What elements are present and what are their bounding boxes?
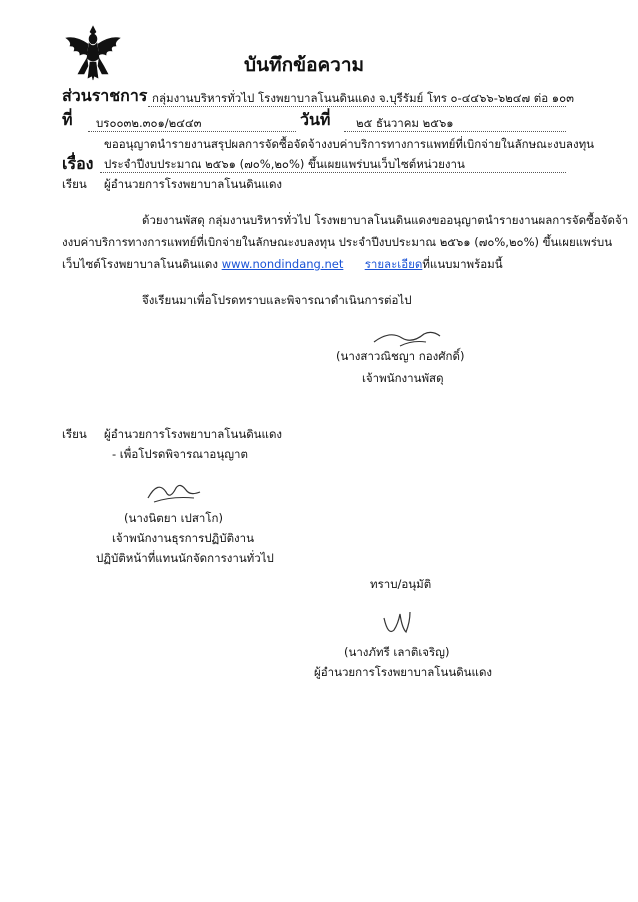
ref-value: บร๐๐๓๒.๓๐๑/๒๔๔๓ xyxy=(96,116,202,130)
subject-rule xyxy=(100,172,566,173)
to-value: ผู้อำนวยการโรงพยาบาลโนนดินแดง xyxy=(104,177,283,191)
endorsement-note: - เพื่อโปรดพิจารณาอนุญาต xyxy=(112,447,248,461)
signer1-name: (นางสาวณิชญา กองศักดิ์) xyxy=(336,349,465,363)
date-value: ๒๕ ธันวาคม ๒๕๖๑ xyxy=(356,116,454,130)
details-link[interactable]: รายละเอียด xyxy=(364,257,423,271)
date-rule xyxy=(344,131,566,132)
body-para1-line3-suffix: ที่แนบมาพร้อมนี้ xyxy=(422,257,503,271)
subject-line-2: ประจำปีงบประมาณ ๒๕๖๑ (๗๐%,๒๐%) ขึ้นเผยแพร่บนเว็บไซต์หน่วยงาน xyxy=(104,157,465,171)
website-link[interactable]: www.nondindang.net xyxy=(221,257,344,271)
garuda-emblem-icon xyxy=(62,24,124,82)
approval-position: ผู้อำนวยการโรงพยาบาลโนนดินแดง xyxy=(314,665,493,679)
approval-label: ทราบ/อนุมัติ xyxy=(370,577,432,591)
signer2-position: เจ้าพนักงานธุรการปฏิบัติงาน xyxy=(112,531,254,545)
signer2-name: (นางนิตยา เปสาโก) xyxy=(124,511,223,525)
endorsement-to-label: เรียน xyxy=(62,427,87,441)
agency-label: ส่วนราชการ xyxy=(62,86,148,105)
signature-3-icon xyxy=(380,608,414,640)
subject-line-1: ขออนุญาตนำรายงานสรุปผลการจัดซื้อจัดจ้างงบค่าบริการทางการแพทย์ที่เบิกจ่ายในลักษณะงบลงทุน xyxy=(104,137,595,151)
agency-org: โรงพยาบาลโนนดินแดง จ.บุรีรัมย์ โทร ๐-๔๔๖๖-๖๒๔๗ ต่อ ๑๐๓ xyxy=(258,91,574,105)
agency-value: กลุ่มงานบริหารทั่วไป xyxy=(152,91,255,105)
signer2-acting: ปฏิบัติหน้าที่แทนนักจัดการงานทั่วไป xyxy=(96,551,274,565)
signer1-position: เจ้าพนักงานพัสดุ xyxy=(362,371,444,385)
body-para1-line2: งงบค่าบริการทางการแพทย์ที่เบิกจ่ายในลักษณะงบลงทุน ประจำปีงบประมาณ ๒๕๖๑ (๗๐%,๒๐%) ขึ้นเผยแพร่บน xyxy=(62,235,613,249)
signature-1-icon xyxy=(372,326,442,348)
ref-rule xyxy=(88,131,296,132)
ref-label: ที่ xyxy=(62,110,73,129)
body-para1-line3 xyxy=(62,256,503,272)
to-label: เรียน xyxy=(62,177,87,191)
agency-rule xyxy=(148,106,566,107)
approval-name: (นางภัทรี เลาติเจริญ) xyxy=(344,645,450,659)
body-para1-line3-prefix: เว็บไซต์โรงพยาบาลโนนดินแดง xyxy=(62,257,219,271)
page-title: บันทึกข้อความ xyxy=(244,54,365,76)
subject-label: เรื่อง xyxy=(62,154,94,173)
signature-2-icon xyxy=(144,478,202,504)
date-label: วันที่ xyxy=(300,110,331,129)
body-para2: จึงเรียนมาเพื่อโปรดทราบและพิจารณาดำเนินการต่อไป xyxy=(142,293,412,307)
endorsement-to-value: ผู้อำนวยการโรงพยาบาลโนนดินแดง xyxy=(104,427,283,441)
body-para1-line1: ด้วยงานพัสดุ กลุ่มงานบริหารทั่วไป โรงพยาบาลโนนดินแดงขออนุญาตนำรายงานผลการจัดซื้อจัดจ้า xyxy=(142,213,629,227)
